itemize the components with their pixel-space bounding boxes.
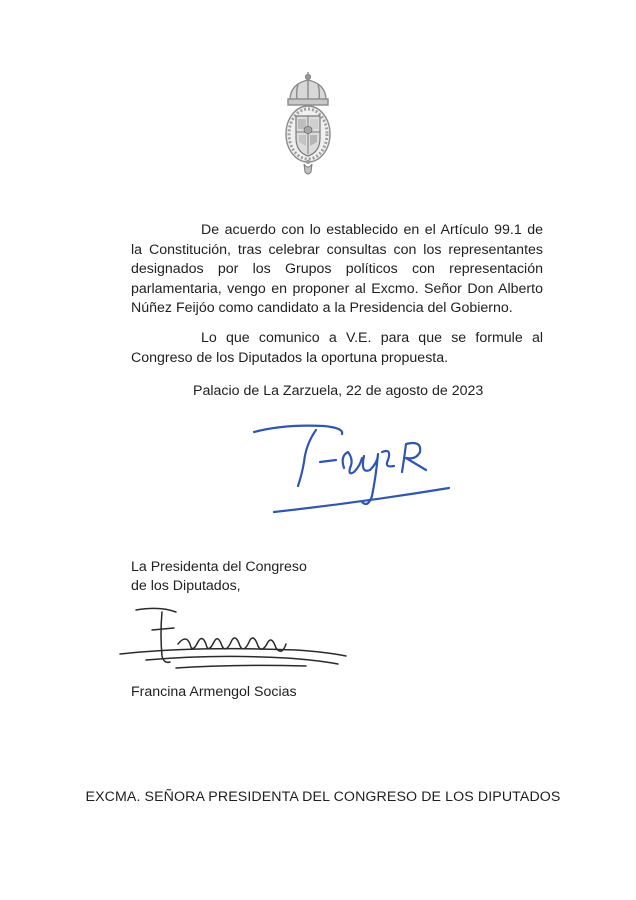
addressee-line: EXCMA. SEÑORA PRESIDENTA DEL CONGRESO DE LOS DIPUTADOS <box>85 789 561 805</box>
communication-paragraph: Lo que comunico a V.E. para que se formule al Congreso de los Diputados la oportuna propuesta. <box>131 330 543 366</box>
president-name: Francina Armengol Socias <box>131 684 297 700</box>
president-signature <box>116 604 352 676</box>
president-title: La Presidenta del Congreso de los Diputados, <box>131 559 307 594</box>
place-date: Palacio de La Zarzuela, 22 de agosto de 2023 <box>193 383 484 399</box>
proposal-paragraph: De acuerdo con lo establecido en el Artículo 99.1 de la Constitución, tras celebrar consultas con los representantes designados por los Grupos políticos con representación parlamentaria, vengo en proponer al Excmo. Señor Don Alberto Núñez Feijóo como candidato a la Presidencia del Gobierno. <box>131 222 543 316</box>
royal-signature <box>244 416 459 522</box>
royal-coat-of-arms-icon <box>276 72 340 186</box>
